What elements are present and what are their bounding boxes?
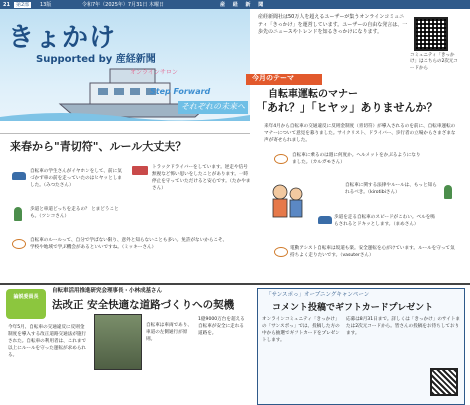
comment-r3: 歩道を走る自転車のスピードがこわい。ベルを鳴らされるとドキッとします。（まめさん） (334, 215, 435, 228)
section-divider (0, 283, 470, 285)
interview-column-b: 自転車は車両であり、車道の左側通行が原則。 (146, 323, 192, 343)
page-number: 21 (3, 1, 10, 8)
pedestrian-icon (14, 207, 22, 221)
campaign-title: コメント投稿でギフトカードプレゼント (272, 303, 434, 313)
theme-title-line1: 自転車運転のマナー (268, 89, 358, 100)
car-icon (318, 216, 332, 224)
headline-left: 来春から"青切符"、ルール大丈夫？ (10, 140, 187, 153)
comment-q3: 自転車のルールって、自分で学ばない限り、意外と知らないことも多い。免許がないからこそ、学校や地域で学ぶ機会があるといいですね。（ミッキーさん） (30, 238, 228, 251)
comment-r1: 自転車に乗るのは週に何度か。ヘルメットをかぶるようになりました。（カルガモさん） (292, 153, 421, 166)
interview-headline: 法改正 安全快適な道路づくりへの契機 (52, 299, 235, 311)
issue-date: 令和7年（2025年）7月31日 木曜日 (82, 1, 165, 8)
banner-step-forward: Step Forward (150, 87, 211, 96)
theme-label: 今月のテーマ (246, 74, 322, 85)
truck-icon (132, 166, 148, 175)
comment-r4: 電動アシスト自転車は坂道も楽。安全運転を心がけています。ルールを守って気持ちよく走りたいです。（vasuterさん） (290, 246, 455, 259)
campaign-subtitle: 「サンスポっ」オープニングキャンペーン (266, 292, 370, 298)
comment-q1: 自転車の学生さんがイヤホンをして、前に気づかず車の前を走っていたのはヒヤッとしました。（みつたさん） (30, 169, 122, 189)
people-illustration-icon (262, 180, 312, 230)
qr-caption: コミュニティ「きっかけ」はこちらの2次元コードから (410, 53, 458, 71)
lead-text: 来年4月から自転車の交通違反に反則金制度（青切符）が導入されるのを前に、自転車運転のマナーについて意見を募りました。サイクリスト、ドライバー、歩行者の立場からさまざまな声が寄せられました。 (264, 124, 456, 144)
page-tag: 第2部 (16, 1, 30, 8)
bicycle-icon (274, 247, 288, 257)
site-logo: きょかけ (8, 23, 117, 53)
bicycle-icon (12, 239, 26, 249)
paper-name: 産 経 新 聞 (220, 1, 267, 8)
banner-future: それぞれの未来へ (178, 101, 248, 114)
top-bar (0, 0, 470, 9)
pedestrian-icon (444, 185, 452, 199)
intro-text: 産経新聞社は50万人を超えるユーザーが集うオンラインコミュニティ「きっかけ」を運営しています。ユーザーの自由な発言は、一歩先のニュースやトレンドを知るきっかけになります。 (258, 14, 408, 35)
campaign-column-a: オンラインコミュニティ「きっかけ」の「サンスポっ」では、投稿した方の中から抽選でギフトカードをプレゼントします。 (262, 317, 340, 344)
bicycle-rider-icon (12, 172, 26, 180)
interview-column-c: 1億9000万台を超える自転車が安全に走れる道路を。 (198, 317, 245, 337)
supported-by: Supported by 産経新聞 (36, 54, 156, 65)
qr-code-icon[interactable] (414, 17, 448, 51)
qr-code-icon[interactable] (430, 368, 458, 396)
divider (0, 133, 250, 134)
interviewee-photo (94, 314, 142, 370)
interview-column-a: 今年5月、自転車の交通違反に反則金制度を導入する改正道路交通法が施行された。自転車の利用者は、これまで以上にルールを守った運転が求められる。 (8, 325, 87, 359)
reader-tag: オンラインサロン (130, 69, 178, 76)
comment-q2: 歩道と車道どっちを走るの？ とまどうことも。（ツンコさん） (30, 207, 119, 220)
comment-r2: 自転車に関する法律やルールは、もっと知られるべき。（kirotibiさん） (345, 183, 437, 196)
interview-title: 自転車活用推進研究会理事長・小林成基さん (52, 288, 163, 294)
comment-q4: トラックドライバーをしています。逆走や信号無視など怖い思いをしたことがあります。一時停止を守っていただけると安心です。（たかやまさん） (152, 165, 251, 192)
interview-badge: 論説委員長 (6, 289, 46, 319)
bicycle-icon (274, 154, 288, 164)
campaign-column-b: 応募は8月31日まで。詳しくは「きっかけ」のサイトまたは2次元コードから。皆さんの投稿をお待ちしております。 (346, 317, 461, 337)
header-illustration (0, 9, 250, 121)
edition-label: 13版 (40, 1, 52, 8)
theme-title-line2: 「あれ？」「ヒヤッ」ありませんか？ (256, 101, 438, 114)
